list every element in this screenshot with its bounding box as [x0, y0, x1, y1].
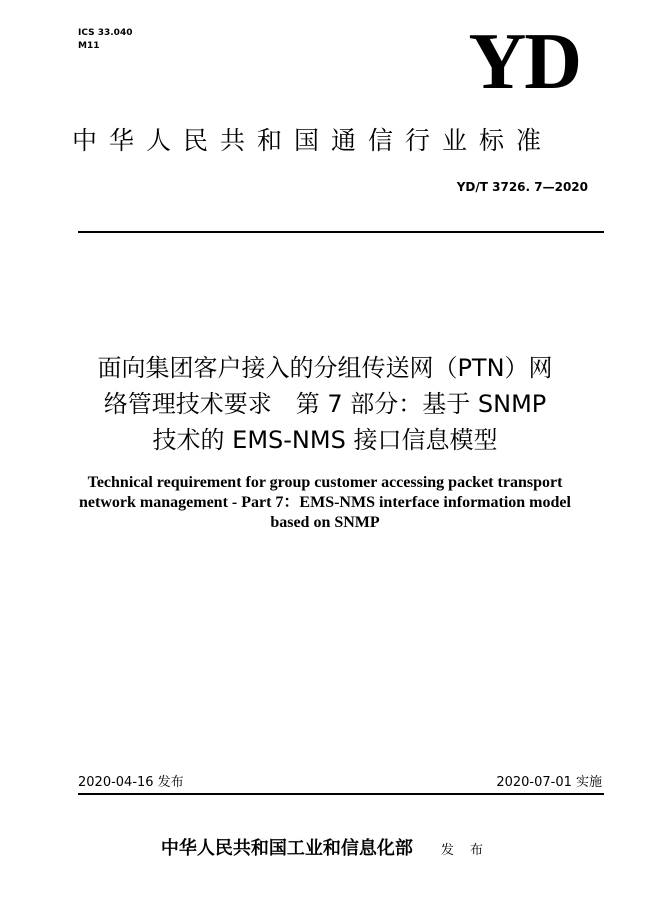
ics-code: ICS 33.040	[78, 28, 133, 38]
footer-divider	[78, 793, 604, 795]
ccs-code: M11	[78, 41, 100, 51]
standard-class: 中华人民共和国通信行业标准	[72, 126, 554, 155]
classification-codes	[78, 27, 132, 53]
publish-label: 发 布	[440, 843, 490, 858]
yd-logo: YD	[468, 18, 580, 106]
implement-date: 2020-07-01 实施	[496, 775, 602, 790]
issuer-name: 中华人民共和国工业和信息化部	[160, 838, 413, 859]
issue-date: 2020-04-16 发布	[78, 775, 184, 790]
title-en-line-2: network management - Part 7：EMS-NMS interface information model	[79, 494, 571, 511]
title-cn-line-3: 技术的 EMS-NMS 接口信息模型	[152, 426, 498, 454]
title-en-line-3: based on SNMP	[270, 514, 380, 531]
standard-number: YD/T 3726. 7—2020	[456, 180, 588, 194]
issuer-line	[0, 834, 650, 860]
title-cn-line-2: 络管理技术要求 第 7 部分：基于 SNMP	[103, 390, 547, 418]
title-en-line-1: Technical requirement for group customer accessing packet transport	[87, 474, 563, 491]
title-cn-line-1: 面向集团客户接入的分组传送网（PTN）网	[97, 354, 553, 382]
title-chinese	[40, 350, 610, 458]
header-divider	[78, 231, 604, 233]
title-english	[40, 473, 610, 533]
